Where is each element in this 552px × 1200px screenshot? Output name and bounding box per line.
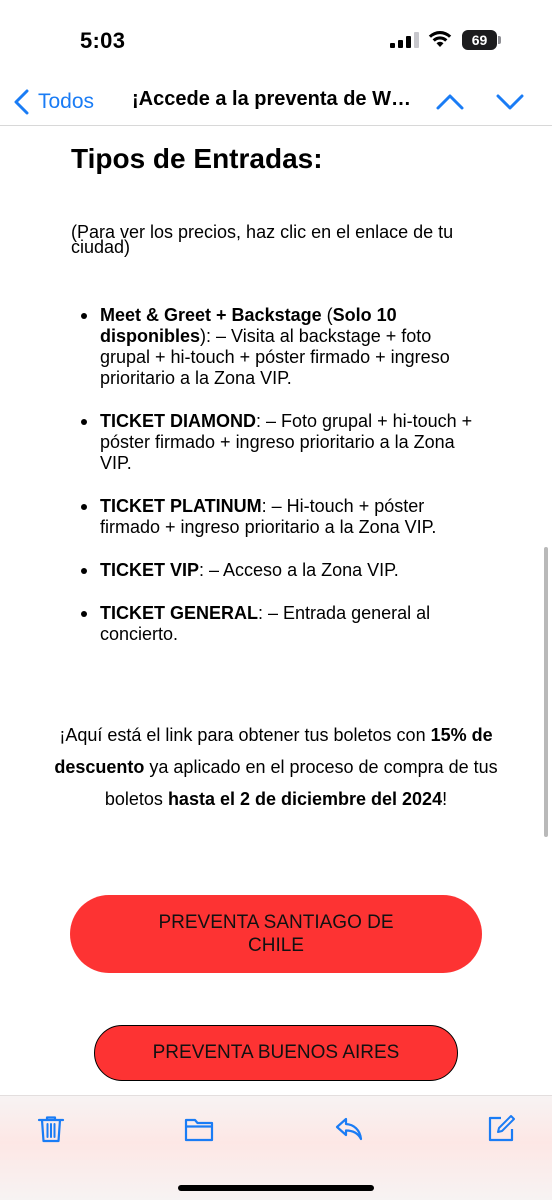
email-subject: ¡Accede a la preventa de W… xyxy=(132,88,411,110)
wifi-icon xyxy=(428,30,452,48)
back-label: Todos xyxy=(38,90,95,113)
ticket-name: TICKET VIP xyxy=(100,560,200,580)
folder-icon xyxy=(184,1114,214,1144)
promo-discount: 15% de descuento xyxy=(54,725,493,777)
presale-santiago-label: PREVENTA SANTIAGO DE CHILE xyxy=(158,912,394,956)
ticket-name: TICKET DIAMOND xyxy=(100,411,256,431)
chevron-up-icon[interactable] xyxy=(434,86,466,118)
trash-icon xyxy=(36,1114,66,1144)
presale-buenos-aires-label: PREVENTA BUENOS AIRES xyxy=(152,1042,400,1063)
ticket-description: : – Foto grupal + hi-touch + póster firmado + ingreso prioritario a la Zona VIP. xyxy=(100,411,473,473)
promo-deadline: hasta el 2 de diciembre del 2024 xyxy=(167,789,443,809)
compose-button[interactable] xyxy=(486,1114,516,1144)
compose-icon xyxy=(486,1114,516,1144)
status-time: 5:03 xyxy=(80,28,126,53)
ticket-list xyxy=(100,305,486,667)
promo-text: ! xyxy=(442,789,448,809)
promo-text: ya aplicado en el proceso de compra de tus boletos xyxy=(104,757,498,809)
chevron-down-icon[interactable] xyxy=(494,86,526,118)
scrollbar[interactable] xyxy=(544,547,548,837)
reply-button[interactable] xyxy=(334,1114,364,1144)
ticket-name: Meet & Greet + Backstage xyxy=(100,305,322,325)
move-to-folder-button[interactable] xyxy=(184,1114,214,1144)
nav-bar xyxy=(0,78,552,126)
battery-level: 69 xyxy=(462,30,497,50)
ticket-item-vip xyxy=(100,560,486,581)
ticket-item-diamond xyxy=(100,411,486,474)
ticket-availability: Solo 10 disponibles xyxy=(100,305,397,346)
status-bar xyxy=(0,0,552,78)
back-button[interactable] xyxy=(12,86,94,118)
mail-toolbar xyxy=(0,1095,552,1200)
presale-buenos-aires-button[interactable] xyxy=(94,1025,458,1081)
promo-text: ¡Aquí está el link para obtener tus boletos con xyxy=(59,725,431,745)
reply-icon xyxy=(334,1114,364,1144)
ticket-item-general xyxy=(100,603,486,645)
cellular-signal-icon xyxy=(390,32,420,48)
ticket-description: : – Acceso a la Zona VIP. xyxy=(199,560,399,580)
section-heading: Tipos de Entradas: xyxy=(71,143,323,174)
trash-button[interactable] xyxy=(36,1114,66,1144)
ticket-description: : – Entrada general al concierto. xyxy=(100,603,431,644)
ticket-item-platinum xyxy=(100,496,486,538)
price-note: (Para ver los precios, haz clic en el enlace de tu ciudad) xyxy=(71,222,454,257)
battery-cap xyxy=(498,36,501,44)
ticket-name: TICKET PLATINUM xyxy=(100,496,262,516)
ticket-open-paren: ( xyxy=(321,305,333,325)
ticket-description: ): – Visita al backstage + foto grupal + hi-touch + póster firmado + ingreso prioritario a la Zona VIP. xyxy=(100,326,450,388)
home-indicator[interactable] xyxy=(178,1185,374,1191)
ticket-item-meet-greet xyxy=(100,305,486,389)
email-body[interactable] xyxy=(0,127,552,1095)
chevron-left-icon xyxy=(12,89,32,115)
presale-santiago-button[interactable] xyxy=(70,895,482,973)
battery-icon xyxy=(462,30,502,50)
ticket-name: TICKET GENERAL xyxy=(100,603,259,623)
ticket-description: : – Hi-touch + póster firmado + ingreso prioritario a la Zona VIP. xyxy=(100,496,437,537)
discount-paragraph xyxy=(50,719,502,815)
